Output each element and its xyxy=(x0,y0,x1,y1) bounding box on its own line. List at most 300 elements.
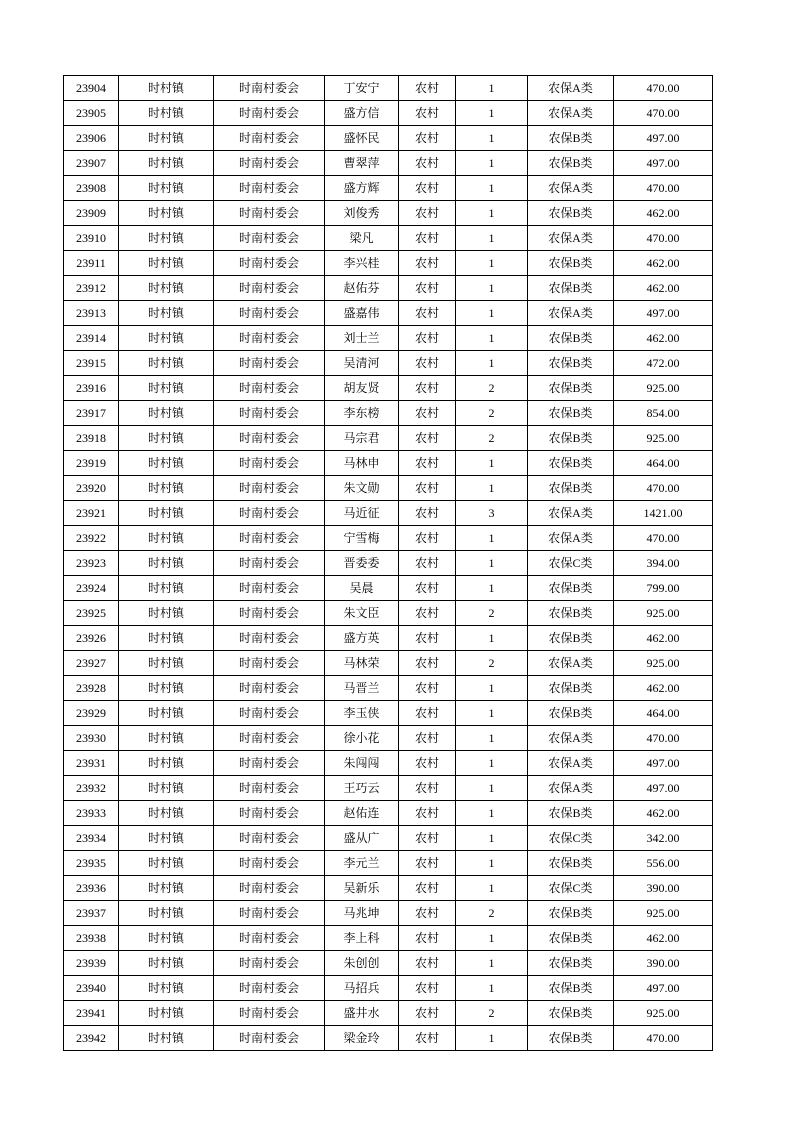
cell-category: 农村 xyxy=(399,1026,456,1051)
cell-category: 农村 xyxy=(399,876,456,901)
cell-name: 徐小花 xyxy=(325,726,399,751)
table-row xyxy=(64,276,713,301)
cell-id: 23940 xyxy=(64,976,119,1001)
cell-village: 时南村委会 xyxy=(214,901,325,926)
cell-name: 李玉侠 xyxy=(325,701,399,726)
table-row xyxy=(64,476,713,501)
cell-id: 23915 xyxy=(64,351,119,376)
cell-count: 1 xyxy=(456,476,528,501)
cell-count: 1 xyxy=(456,951,528,976)
cell-village: 时南村委会 xyxy=(214,126,325,151)
cell-count: 1 xyxy=(456,801,528,826)
cell-id: 23936 xyxy=(64,876,119,901)
table-row xyxy=(64,301,713,326)
cell-name: 盛嘉伟 xyxy=(325,301,399,326)
cell-name: 马近征 xyxy=(325,501,399,526)
cell-insurance_type: 农保B类 xyxy=(528,401,614,426)
cell-village: 时南村委会 xyxy=(214,276,325,301)
cell-name: 刘俊秀 xyxy=(325,201,399,226)
table-row xyxy=(64,926,713,951)
table-row xyxy=(64,951,713,976)
cell-insurance_type: 农保B类 xyxy=(528,451,614,476)
cell-id: 23911 xyxy=(64,251,119,276)
cell-id: 23929 xyxy=(64,701,119,726)
cell-count: 1 xyxy=(456,876,528,901)
cell-id: 23907 xyxy=(64,151,119,176)
cell-village: 时南村委会 xyxy=(214,101,325,126)
cell-village: 时南村委会 xyxy=(214,201,325,226)
cell-count: 1 xyxy=(456,976,528,1001)
cell-id: 23918 xyxy=(64,426,119,451)
cell-town: 时村镇 xyxy=(119,326,214,351)
cell-id: 23937 xyxy=(64,901,119,926)
cell-insurance_type: 农保B类 xyxy=(528,376,614,401)
cell-insurance_type: 农保B类 xyxy=(528,201,614,226)
cell-insurance_type: 农保C类 xyxy=(528,876,614,901)
cell-category: 农村 xyxy=(399,401,456,426)
cell-id: 23904 xyxy=(64,76,119,101)
cell-insurance_type: 农保B类 xyxy=(528,626,614,651)
cell-name: 吴新乐 xyxy=(325,876,399,901)
cell-category: 农村 xyxy=(399,326,456,351)
cell-town: 时村镇 xyxy=(119,1001,214,1026)
cell-amount: 556.00 xyxy=(614,851,713,876)
cell-name: 朱文勋 xyxy=(325,476,399,501)
cell-village: 时南村委会 xyxy=(214,176,325,201)
cell-count: 1 xyxy=(456,751,528,776)
cell-name: 马兆坤 xyxy=(325,901,399,926)
cell-category: 农村 xyxy=(399,351,456,376)
cell-name: 李东榜 xyxy=(325,401,399,426)
cell-insurance_type: 农保A类 xyxy=(528,751,614,776)
cell-category: 农村 xyxy=(399,1001,456,1026)
cell-category: 农村 xyxy=(399,601,456,626)
cell-town: 时村镇 xyxy=(119,476,214,501)
cell-count: 1 xyxy=(456,326,528,351)
table-row xyxy=(64,626,713,651)
cell-count: 3 xyxy=(456,501,528,526)
cell-insurance_type: 农保B类 xyxy=(528,701,614,726)
cell-town: 时村镇 xyxy=(119,651,214,676)
cell-count: 1 xyxy=(456,701,528,726)
cell-amount: 470.00 xyxy=(614,101,713,126)
cell-id: 23938 xyxy=(64,926,119,951)
cell-category: 农村 xyxy=(399,251,456,276)
cell-count: 1 xyxy=(456,251,528,276)
cell-count: 2 xyxy=(456,401,528,426)
cell-name: 盛从广 xyxy=(325,826,399,851)
cell-category: 农村 xyxy=(399,126,456,151)
cell-town: 时村镇 xyxy=(119,126,214,151)
cell-count: 1 xyxy=(456,301,528,326)
cell-insurance_type: 农保B类 xyxy=(528,901,614,926)
cell-village: 时南村委会 xyxy=(214,376,325,401)
cell-id: 23934 xyxy=(64,826,119,851)
cell-village: 时南村委会 xyxy=(214,826,325,851)
cell-id: 23922 xyxy=(64,526,119,551)
cell-amount: 925.00 xyxy=(614,651,713,676)
table-row xyxy=(64,501,713,526)
cell-count: 1 xyxy=(456,826,528,851)
cell-town: 时村镇 xyxy=(119,851,214,876)
cell-insurance_type: 农保B类 xyxy=(528,251,614,276)
cell-insurance_type: 农保B类 xyxy=(528,851,614,876)
records-table xyxy=(63,75,713,1051)
table-row xyxy=(64,76,713,101)
table-row xyxy=(64,676,713,701)
cell-village: 时南村委会 xyxy=(214,776,325,801)
cell-town: 时村镇 xyxy=(119,801,214,826)
cell-count: 1 xyxy=(456,176,528,201)
cell-village: 时南村委会 xyxy=(214,401,325,426)
cell-category: 农村 xyxy=(399,676,456,701)
table-body xyxy=(64,76,713,1051)
cell-count: 1 xyxy=(456,676,528,701)
cell-count: 1 xyxy=(456,851,528,876)
cell-amount: 470.00 xyxy=(614,476,713,501)
cell-name: 朱创创 xyxy=(325,951,399,976)
cell-village: 时南村委会 xyxy=(214,576,325,601)
cell-name: 梁金玲 xyxy=(325,1026,399,1051)
cell-insurance_type: 农保A类 xyxy=(528,76,614,101)
table-row xyxy=(64,451,713,476)
cell-town: 时村镇 xyxy=(119,226,214,251)
cell-count: 2 xyxy=(456,651,528,676)
cell-insurance_type: 农保A类 xyxy=(528,501,614,526)
cell-town: 时村镇 xyxy=(119,401,214,426)
table-row xyxy=(64,176,713,201)
cell-amount: 925.00 xyxy=(614,426,713,451)
table-row xyxy=(64,1001,713,1026)
cell-count: 1 xyxy=(456,526,528,551)
cell-category: 农村 xyxy=(399,201,456,226)
cell-count: 1 xyxy=(456,126,528,151)
cell-insurance_type: 农保B类 xyxy=(528,476,614,501)
cell-name: 李元兰 xyxy=(325,851,399,876)
cell-village: 时南村委会 xyxy=(214,801,325,826)
cell-id: 23920 xyxy=(64,476,119,501)
cell-insurance_type: 农保C类 xyxy=(528,826,614,851)
cell-id: 23939 xyxy=(64,951,119,976)
cell-amount: 925.00 xyxy=(614,901,713,926)
cell-amount: 462.00 xyxy=(614,676,713,701)
cell-category: 农村 xyxy=(399,701,456,726)
cell-category: 农村 xyxy=(399,151,456,176)
cell-id: 23913 xyxy=(64,301,119,326)
cell-amount: 799.00 xyxy=(614,576,713,601)
cell-category: 农村 xyxy=(399,176,456,201)
cell-category: 农村 xyxy=(399,951,456,976)
cell-id: 23905 xyxy=(64,101,119,126)
cell-id: 23931 xyxy=(64,751,119,776)
table-row xyxy=(64,426,713,451)
cell-insurance_type: 农保B类 xyxy=(528,351,614,376)
cell-category: 农村 xyxy=(399,226,456,251)
cell-count: 1 xyxy=(456,201,528,226)
cell-amount: 497.00 xyxy=(614,151,713,176)
cell-insurance_type: 农保B类 xyxy=(528,676,614,701)
cell-count: 1 xyxy=(456,101,528,126)
table-row xyxy=(64,376,713,401)
cell-insurance_type: 农保C类 xyxy=(528,551,614,576)
cell-town: 时村镇 xyxy=(119,426,214,451)
cell-insurance_type: 农保A类 xyxy=(528,776,614,801)
cell-id: 23908 xyxy=(64,176,119,201)
cell-town: 时村镇 xyxy=(119,1026,214,1051)
cell-amount: 390.00 xyxy=(614,951,713,976)
table-row xyxy=(64,151,713,176)
cell-town: 时村镇 xyxy=(119,901,214,926)
cell-category: 农村 xyxy=(399,976,456,1001)
table-row xyxy=(64,401,713,426)
cell-count: 1 xyxy=(456,226,528,251)
table-row xyxy=(64,776,713,801)
cell-insurance_type: 农保B类 xyxy=(528,326,614,351)
cell-village: 时南村委会 xyxy=(214,501,325,526)
cell-town: 时村镇 xyxy=(119,176,214,201)
cell-count: 2 xyxy=(456,1001,528,1026)
cell-amount: 470.00 xyxy=(614,76,713,101)
cell-category: 农村 xyxy=(399,801,456,826)
cell-count: 2 xyxy=(456,376,528,401)
cell-amount: 497.00 xyxy=(614,301,713,326)
cell-town: 时村镇 xyxy=(119,376,214,401)
cell-name: 宁雪梅 xyxy=(325,526,399,551)
cell-town: 时村镇 xyxy=(119,101,214,126)
cell-name: 李兴桂 xyxy=(325,251,399,276)
table-row xyxy=(64,876,713,901)
table-row xyxy=(64,226,713,251)
cell-name: 吴晨 xyxy=(325,576,399,601)
cell-town: 时村镇 xyxy=(119,551,214,576)
cell-village: 时南村委会 xyxy=(214,1026,325,1051)
cell-count: 1 xyxy=(456,451,528,476)
cell-name: 胡友贤 xyxy=(325,376,399,401)
cell-village: 时南村委会 xyxy=(214,251,325,276)
table-row xyxy=(64,526,713,551)
cell-village: 时南村委会 xyxy=(214,451,325,476)
table-row xyxy=(64,826,713,851)
cell-town: 时村镇 xyxy=(119,251,214,276)
cell-category: 农村 xyxy=(399,726,456,751)
cell-amount: 462.00 xyxy=(614,801,713,826)
cell-town: 时村镇 xyxy=(119,351,214,376)
table-row xyxy=(64,976,713,1001)
cell-town: 时村镇 xyxy=(119,76,214,101)
cell-count: 1 xyxy=(456,1026,528,1051)
cell-name: 赵佑连 xyxy=(325,801,399,826)
cell-insurance_type: 农保B类 xyxy=(528,576,614,601)
cell-category: 农村 xyxy=(399,101,456,126)
cell-insurance_type: 农保A类 xyxy=(528,101,614,126)
cell-insurance_type: 农保B类 xyxy=(528,926,614,951)
cell-id: 23917 xyxy=(64,401,119,426)
cell-count: 2 xyxy=(456,601,528,626)
cell-village: 时南村委会 xyxy=(214,526,325,551)
cell-insurance_type: 农保B类 xyxy=(528,151,614,176)
cell-amount: 462.00 xyxy=(614,626,713,651)
cell-category: 农村 xyxy=(399,926,456,951)
cell-town: 时村镇 xyxy=(119,826,214,851)
cell-amount: 1421.00 xyxy=(614,501,713,526)
cell-village: 时南村委会 xyxy=(214,676,325,701)
table-row xyxy=(64,651,713,676)
table-row xyxy=(64,201,713,226)
table-row xyxy=(64,251,713,276)
cell-village: 时南村委会 xyxy=(214,226,325,251)
cell-id: 23910 xyxy=(64,226,119,251)
cell-count: 1 xyxy=(456,776,528,801)
cell-town: 时村镇 xyxy=(119,626,214,651)
cell-village: 时南村委会 xyxy=(214,726,325,751)
cell-village: 时南村委会 xyxy=(214,301,325,326)
cell-insurance_type: 农保B类 xyxy=(528,1026,614,1051)
cell-name: 马招兵 xyxy=(325,976,399,1001)
cell-amount: 497.00 xyxy=(614,126,713,151)
cell-amount: 925.00 xyxy=(614,1001,713,1026)
table-row xyxy=(64,551,713,576)
cell-category: 农村 xyxy=(399,301,456,326)
cell-insurance_type: 农保A类 xyxy=(528,301,614,326)
table-row xyxy=(64,901,713,926)
cell-category: 农村 xyxy=(399,901,456,926)
cell-amount: 464.00 xyxy=(614,701,713,726)
cell-village: 时南村委会 xyxy=(214,876,325,901)
cell-count: 1 xyxy=(456,626,528,651)
cell-name: 刘士兰 xyxy=(325,326,399,351)
table-row xyxy=(64,726,713,751)
cell-id: 23932 xyxy=(64,776,119,801)
cell-town: 时村镇 xyxy=(119,726,214,751)
cell-town: 时村镇 xyxy=(119,926,214,951)
cell-insurance_type: 农保A类 xyxy=(528,526,614,551)
cell-town: 时村镇 xyxy=(119,201,214,226)
cell-amount: 470.00 xyxy=(614,176,713,201)
cell-amount: 470.00 xyxy=(614,1026,713,1051)
cell-village: 时南村委会 xyxy=(214,951,325,976)
cell-name: 晋委委 xyxy=(325,551,399,576)
cell-name: 曹翠萍 xyxy=(325,151,399,176)
cell-id: 23919 xyxy=(64,451,119,476)
table-row xyxy=(64,126,713,151)
cell-id: 23928 xyxy=(64,676,119,701)
table-row xyxy=(64,751,713,776)
cell-name: 盛方辉 xyxy=(325,176,399,201)
cell-town: 时村镇 xyxy=(119,876,214,901)
cell-amount: 854.00 xyxy=(614,401,713,426)
cell-count: 1 xyxy=(456,276,528,301)
cell-village: 时南村委会 xyxy=(214,426,325,451)
cell-category: 农村 xyxy=(399,826,456,851)
cell-name: 马宗君 xyxy=(325,426,399,451)
cell-id: 23930 xyxy=(64,726,119,751)
cell-count: 1 xyxy=(456,151,528,176)
cell-insurance_type: 农保B类 xyxy=(528,976,614,1001)
cell-id: 23923 xyxy=(64,551,119,576)
cell-id: 23926 xyxy=(64,626,119,651)
cell-village: 时南村委会 xyxy=(214,751,325,776)
cell-amount: 497.00 xyxy=(614,776,713,801)
cell-name: 盛井水 xyxy=(325,1001,399,1026)
cell-amount: 462.00 xyxy=(614,276,713,301)
cell-village: 时南村委会 xyxy=(214,601,325,626)
cell-amount: 462.00 xyxy=(614,926,713,951)
cell-category: 农村 xyxy=(399,651,456,676)
cell-insurance_type: 农保B类 xyxy=(528,951,614,976)
cell-amount: 925.00 xyxy=(614,376,713,401)
cell-id: 23927 xyxy=(64,651,119,676)
cell-id: 23941 xyxy=(64,1001,119,1026)
cell-category: 农村 xyxy=(399,751,456,776)
cell-name: 李上科 xyxy=(325,926,399,951)
table-row xyxy=(64,601,713,626)
cell-town: 时村镇 xyxy=(119,751,214,776)
cell-amount: 390.00 xyxy=(614,876,713,901)
cell-town: 时村镇 xyxy=(119,776,214,801)
cell-category: 农村 xyxy=(399,426,456,451)
cell-village: 时南村委会 xyxy=(214,76,325,101)
cell-amount: 470.00 xyxy=(614,226,713,251)
cell-name: 朱文臣 xyxy=(325,601,399,626)
cell-town: 时村镇 xyxy=(119,601,214,626)
table-row xyxy=(64,101,713,126)
cell-village: 时南村委会 xyxy=(214,851,325,876)
cell-count: 2 xyxy=(456,426,528,451)
cell-name: 盛方信 xyxy=(325,101,399,126)
cell-name: 盛怀民 xyxy=(325,126,399,151)
table-row xyxy=(64,851,713,876)
cell-count: 1 xyxy=(456,576,528,601)
cell-village: 时南村委会 xyxy=(214,351,325,376)
cell-category: 农村 xyxy=(399,76,456,101)
cell-town: 时村镇 xyxy=(119,301,214,326)
cell-count: 1 xyxy=(456,351,528,376)
cell-town: 时村镇 xyxy=(119,576,214,601)
cell-amount: 925.00 xyxy=(614,601,713,626)
cell-amount: 462.00 xyxy=(614,201,713,226)
cell-amount: 470.00 xyxy=(614,526,713,551)
cell-village: 时南村委会 xyxy=(214,701,325,726)
cell-town: 时村镇 xyxy=(119,976,214,1001)
cell-name: 赵佑芬 xyxy=(325,276,399,301)
cell-village: 时南村委会 xyxy=(214,1001,325,1026)
cell-village: 时南村委会 xyxy=(214,651,325,676)
cell-amount: 462.00 xyxy=(614,251,713,276)
cell-town: 时村镇 xyxy=(119,501,214,526)
cell-town: 时村镇 xyxy=(119,276,214,301)
cell-category: 农村 xyxy=(399,576,456,601)
cell-amount: 472.00 xyxy=(614,351,713,376)
cell-village: 时南村委会 xyxy=(214,326,325,351)
cell-count: 1 xyxy=(456,551,528,576)
cell-id: 23925 xyxy=(64,601,119,626)
cell-insurance_type: 农保A类 xyxy=(528,176,614,201)
cell-id: 23933 xyxy=(64,801,119,826)
cell-name: 丁安宁 xyxy=(325,76,399,101)
cell-insurance_type: 农保A类 xyxy=(528,226,614,251)
cell-town: 时村镇 xyxy=(119,951,214,976)
cell-name: 吴清河 xyxy=(325,351,399,376)
table-row xyxy=(64,351,713,376)
cell-amount: 497.00 xyxy=(614,976,713,1001)
cell-category: 农村 xyxy=(399,476,456,501)
cell-insurance_type: 农保B类 xyxy=(528,1001,614,1026)
cell-insurance_type: 农保B类 xyxy=(528,601,614,626)
cell-village: 时南村委会 xyxy=(214,926,325,951)
cell-count: 2 xyxy=(456,901,528,926)
cell-category: 农村 xyxy=(399,276,456,301)
table-row xyxy=(64,701,713,726)
